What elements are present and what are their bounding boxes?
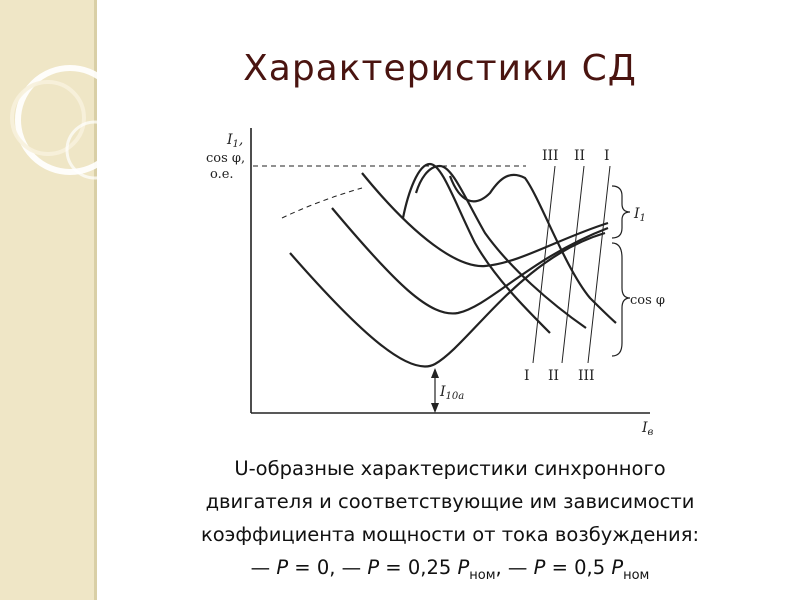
ring-decoration (0, 0, 160, 240)
caption-line-3: коэффициента мощности от тока возбуждения: (200, 523, 700, 546)
y-axis-label-units: o.e. (210, 167, 234, 182)
y-axis-label-cos: cos φ, (206, 151, 246, 166)
slant-line-ii (562, 166, 584, 363)
caption-line-2: двигателя и соответствующие им зависимости (205, 490, 695, 513)
top-label-ii: II (574, 148, 586, 164)
cos-curve-i (450, 175, 616, 323)
dashed-curve-start (282, 188, 362, 218)
bottom-label-ii: II (548, 368, 560, 384)
i10a-arrow-head-up (431, 368, 439, 378)
slant-line-i (588, 166, 610, 363)
caption-line-1: U-образные характеристики синхронного (234, 457, 666, 480)
brace-cos-label: cos φ (630, 293, 666, 308)
u-curve-iii (362, 173, 608, 266)
x-axis-label: $I_в$ (642, 420, 654, 438)
u-curve-diagram (190, 118, 666, 438)
i10a-label: $I_{10a}$ (440, 384, 465, 402)
i10a-arrow-head-down (431, 403, 439, 413)
y-axis-label-i1: $I_1$, (227, 132, 244, 150)
bottom-label-i: I (524, 368, 530, 384)
slide-title: Характеристики СД (243, 48, 637, 89)
top-label-iii: III (542, 148, 559, 164)
brace-i1 (612, 186, 630, 238)
figure-caption (120, 452, 780, 592)
bottom-label-iii: III (578, 368, 595, 384)
brace-i1-label: $I_1$ (634, 206, 646, 224)
brace-cos (612, 243, 630, 356)
cos-curve-iii (403, 164, 550, 333)
caption-line-4: — P = 0, — P = 0,25 $P_{ном}$, — P = 0,5 $P_{ном}$ (250, 556, 650, 583)
top-label-i: I (604, 148, 610, 164)
